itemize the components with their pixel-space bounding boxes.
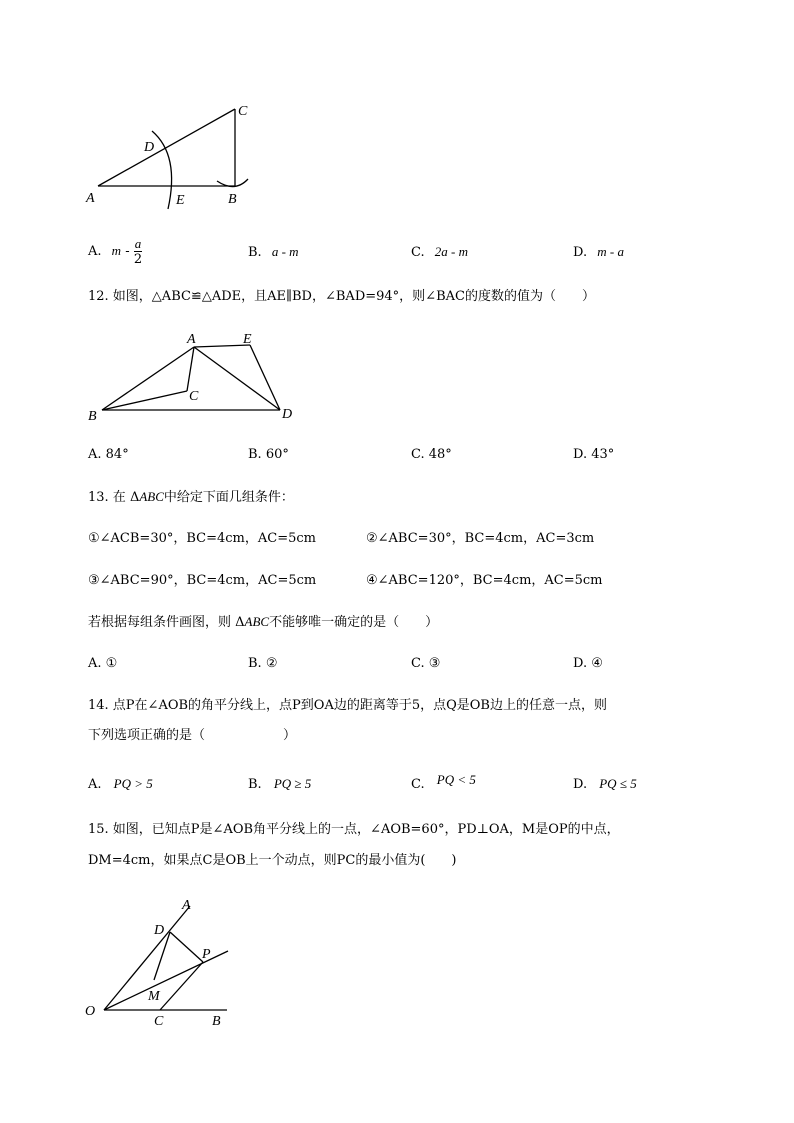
q11-label-d: D (144, 140, 155, 155)
q12-option-c[interactable]: C. 48° (411, 447, 452, 462)
q15-label-b: B (212, 1014, 221, 1029)
q12-label-a: A (187, 332, 196, 347)
q15-stem-line-1: 15. 如图，已知点P是∠AOB角平分线上的一点，∠AOB=60°，PD⊥OA，M是OP的中点， (88, 822, 620, 837)
q12-segment-ae (194, 345, 250, 347)
q15-segment-pc (160, 962, 203, 1010)
q13-option-d[interactable]: D. ④ (573, 656, 603, 671)
q14-stem-line-1: 14. 点P在∠AOB的角平分线上，点P到OA边的距离等于5，点Q是OB边上的任意一点，则 (88, 698, 607, 713)
q15-label-a: A (182, 898, 191, 913)
q13-option-b[interactable]: B. ② (248, 656, 278, 671)
q13-condition-3: ③∠ABC=90°，BC=4cm，AC=5cm (88, 573, 317, 588)
q13-option-c[interactable]: C. ③ (411, 656, 441, 671)
q13-question: 若根据每组条件画图，则 ΔABC不能够唯一确定的是（ ） (88, 614, 439, 630)
q11-label-e: E (176, 193, 185, 208)
q12-segment-ab (102, 347, 194, 410)
q15-ray-oa (104, 906, 190, 1010)
q15-label-m: M (148, 989, 160, 1004)
q12-figure (82, 328, 302, 428)
q14-stem-line-2: 下列选项正确的是（ ） (88, 728, 297, 743)
q15-label-c: C (154, 1014, 164, 1029)
q11-option-a[interactable]: A. m - $\frac{a}{2}$ (88, 236, 143, 267)
q11-label-b: B (228, 192, 237, 207)
q15-stem-line-2: DM=4cm，如果点C是OB上一个动点，则PC的最小值为( ) (88, 853, 457, 868)
q15-label-d: D (154, 923, 165, 938)
q11-label-a: A (86, 191, 95, 206)
q13-condition-2: ②∠ABC=30°，BC=4cm，AC=3cm (366, 531, 595, 546)
q12-stem: 12. 如图，△ABC≌△ADE，且AE∥BD，∠BAD=94°，则∠BAC的度数的值为（ ） (88, 289, 595, 304)
q13-condition-1: ①∠ACB=30°，BC=4cm，AC=5cm (88, 531, 316, 546)
q12-option-b[interactable]: B. 60° (248, 447, 289, 462)
q11-option-c[interactable]: C. 2a - m (411, 244, 468, 260)
q14-option-a[interactable]: A. PQ > 5 (88, 776, 153, 792)
q12-segment-ed (250, 345, 280, 410)
q13-option-a[interactable]: A. ① (88, 656, 118, 671)
q15-label-p: P (202, 947, 211, 962)
q15-figure (82, 892, 252, 1032)
q15-segment-pd (170, 932, 203, 962)
q12-segment-ac (187, 347, 194, 391)
q15-label-o: O (85, 1004, 96, 1019)
q12-label-e: E (243, 332, 252, 347)
q11-segment-ac (98, 109, 235, 186)
q12-option-d[interactable]: D. 43° (573, 447, 615, 462)
q11-arc-de (152, 131, 172, 209)
q12-segment-ad (194, 347, 280, 410)
q14-option-c[interactable]: C. PQ < 5 (411, 772, 476, 792)
q13-condition-4: ④∠ABC=120°，BC=4cm，AC=5cm (366, 573, 603, 588)
q11-option-a-fraction: $\frac{a}{2}$ (133, 236, 143, 267)
q12-label-d: D (282, 407, 293, 422)
q11-option-d[interactable]: D. m - a (573, 244, 624, 260)
q14-option-b[interactable]: B. PQ ≥ 5 (248, 776, 312, 792)
q11-figure (80, 95, 270, 220)
q12-label-b: B (88, 409, 97, 424)
q13-stem: 13. 在 ΔABC中给定下面几组条件： (88, 489, 294, 505)
q11-label-c: C (238, 104, 248, 119)
q12-label-c: C (189, 389, 199, 404)
q12-option-a[interactable]: A. 84° (88, 447, 129, 462)
q11-option-b[interactable]: B. a - m (248, 244, 299, 260)
q14-option-d[interactable]: D. PQ ≤ 5 (573, 776, 637, 792)
